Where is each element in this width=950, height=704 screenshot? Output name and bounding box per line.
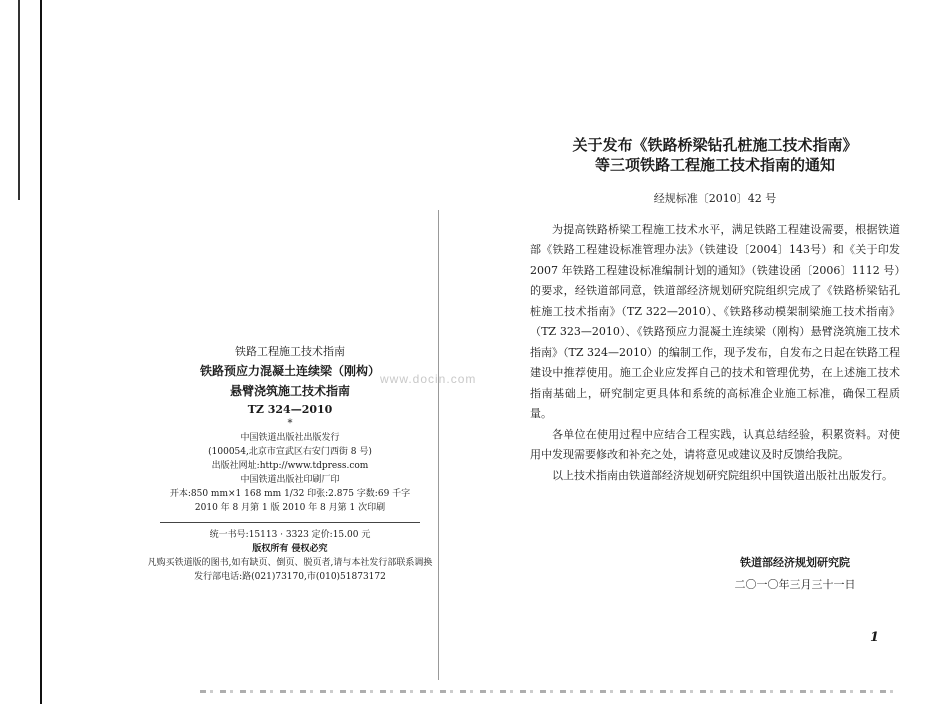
signature-organization: 铁道部经济规划研究院 [740,556,850,569]
publisher-website: 出版社网址:http://www.tdpress.com [211,461,369,471]
paragraph-3: 以上技术指南由铁道部经济规划研究院组织中国铁道出版社出版发行。 [552,468,893,482]
paragraph-1: 为提高铁路桥梁工程施工技术水平，满足铁路工程建设需要，根据铁道部《铁路工程建设标准管理办法》（铁建设〔2004〕143号）和《关于印发 2007 年铁路工程建设标准编制计划的通知》（铁建设函〔2006〕1112 号）的要求，经铁道部同意，铁道部经济规划研究院组织完成了《铁路桥梁钻孔桩施工技术指南》（TZ 322—2010）、《铁路移动模架制梁施工技术指南》（TZ 323—2010）、《铁路预应力混凝土连续梁（刚构）悬臂浇筑施工技术指南》（TZ 324—2010）的编制工作，现予发布，自发布之日起在铁路工程建设中推荐使用。施工企业应发挥自己的技术和管理优势，在上述施工技术指南基础上，研究制定更具体和系统的高标准企业施工标准，确保工程质量。 [530,222,900,420]
book-title-line1: 铁路预应力混凝土连续梁（刚构） [199,364,380,378]
isbn-price: 统一书号:15113 · 3323 定价:15.00 元 [209,530,371,540]
imprint-divider [160,522,420,523]
signature-block [720,554,870,592]
watermark: www.docin.com [380,372,477,386]
paragraph-2: 各单位在使用过程中应结合工程实践，认真总结经验，积累资料。对使用中发现需要修改和补充之处，请将意见或建议及时反馈给我院。 [530,427,900,461]
ornament-dot-icon: * [287,418,293,429]
binding-edge [40,0,42,704]
page-number: 1 [870,630,880,645]
series-name: 铁路工程施工技术指南 [235,345,345,358]
edition-info: 2010 年 8 月第 1 版 2010 年 8 月第 1 次印刷 [194,503,386,513]
scan-noise [200,690,900,693]
publisher: 中国铁道出版社出版发行 [240,433,340,443]
defect-notice: 凡购买铁道版的图书,如有缺页、倒页、脱页者,请与本社发行部联系调换 [147,558,433,568]
document-number: 经规标准〔2010〕42 号 [653,191,777,205]
copyright-imprint [120,346,460,582]
notice-title-line1: 关于发布《铁路桥梁钻孔桩施工技术指南》 [572,136,858,154]
rights-notice: 版权所有 侵权必究 [252,544,328,554]
signature-date: 二〇一〇年三月三十一日 [734,578,856,591]
printer: 中国铁道出版社印刷厂印 [240,475,340,485]
book-spec: 开本:850 mm×1 168 mm 1/32 印张:2.875 字数:69 千字 [169,489,411,499]
binding-edge-secondary [18,0,20,200]
sales-phone: 发行部电话:路(021)73170,市(010)51873172 [194,572,386,582]
publisher-address: (100054,北京市宣武区右安门西街 8 号) [208,447,372,457]
notice-document [530,135,900,486]
book-title-line2: 悬臂浇筑施工技术指南 [229,384,350,398]
notice-title-line2: 等三项铁路工程施工技术指南的通知 [594,156,835,175]
standard-code: TZ 324—2010 [247,403,333,416]
